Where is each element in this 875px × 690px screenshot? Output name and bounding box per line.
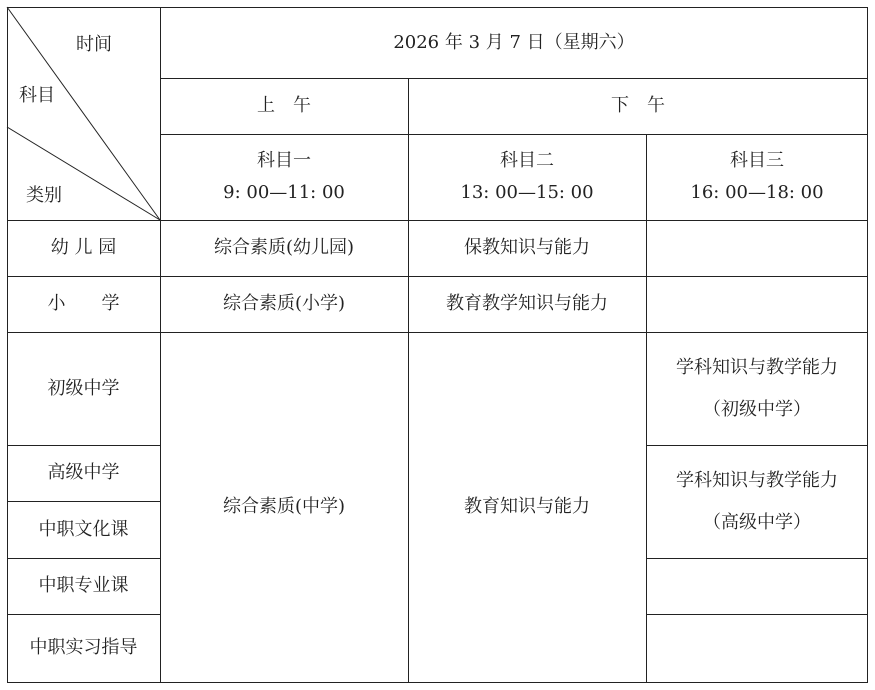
morning-header xyxy=(160,78,408,134)
row-label-vocational-culture xyxy=(7,501,160,558)
subject-2-header xyxy=(408,134,646,220)
row-label-vocational-major xyxy=(7,558,160,614)
corner-label-subject: 科目 xyxy=(19,85,55,106)
subject-2-time: 13: 00—15: 00 xyxy=(460,182,594,203)
subject-3-time: 16: 00—18: 00 xyxy=(690,182,824,203)
cell-text: 教育知识与能力 xyxy=(464,496,590,518)
date-header xyxy=(160,7,868,78)
cell-text-line-2: （高级中学） xyxy=(703,511,811,533)
cell-text-line-1: 学科知识与教学能力 xyxy=(676,469,838,491)
secondary-subject-1 xyxy=(160,332,408,682)
cell-text: 综合素质(小学) xyxy=(222,293,346,315)
subject-3-name: 科目三 xyxy=(730,150,784,172)
kindergarten-subject-2 xyxy=(408,220,646,276)
row-label-text: 中职文化课 xyxy=(38,518,129,540)
row-label-kindergarten xyxy=(7,220,160,276)
corner-label-category: 类别 xyxy=(26,185,62,206)
row-label-senior-high xyxy=(7,445,160,501)
cell-text: 综合素质(中学) xyxy=(222,496,346,518)
primary-subject-1 xyxy=(160,276,408,332)
afternoon-text: 下 午 xyxy=(611,95,665,117)
row-label-text: 高级中学 xyxy=(47,462,120,484)
senior-subject-3 xyxy=(646,445,868,558)
junior-subject-3 xyxy=(646,332,868,445)
subject-2-name: 科目二 xyxy=(500,150,554,172)
secondary-subject-2 xyxy=(408,332,646,682)
subject-3-header xyxy=(646,134,868,220)
cell-text: 保教知识与能力 xyxy=(464,237,590,259)
cell-text-line-2: （初级中学） xyxy=(703,398,811,420)
primary-subject-3 xyxy=(646,276,868,332)
row-label-text: 初级中学 xyxy=(47,377,120,399)
cell-text-line-1: 学科知识与教学能力 xyxy=(676,356,838,378)
subject-1-header xyxy=(160,134,408,220)
row-label-junior-middle xyxy=(7,332,160,445)
cell-text: 综合素质(幼儿园) xyxy=(213,237,355,259)
kindergarten-subject-3 xyxy=(646,220,868,276)
row-label-primary xyxy=(7,276,160,332)
primary-subject-2 xyxy=(408,276,646,332)
corner-label-time: 时间 xyxy=(76,34,112,55)
row-label-vocational-practice xyxy=(7,614,160,682)
row-label-text: 幼 儿 园 xyxy=(50,237,117,259)
row-label-text: 中职实习指导 xyxy=(29,637,138,659)
date-text: 2026 年 3 月 7 日（星期六） xyxy=(393,31,635,53)
kindergarten-subject-1 xyxy=(160,220,408,276)
row-label-text: 小 学 xyxy=(47,293,120,315)
cell-text: 教育教学知识与能力 xyxy=(446,293,608,315)
afternoon-header xyxy=(408,78,868,134)
subject-1-name: 科目一 xyxy=(257,150,311,172)
subject-1-time: 9: 00—11: 00 xyxy=(223,182,345,203)
row-label-text: 中职专业课 xyxy=(38,575,129,597)
morning-text: 上 午 xyxy=(257,95,311,117)
